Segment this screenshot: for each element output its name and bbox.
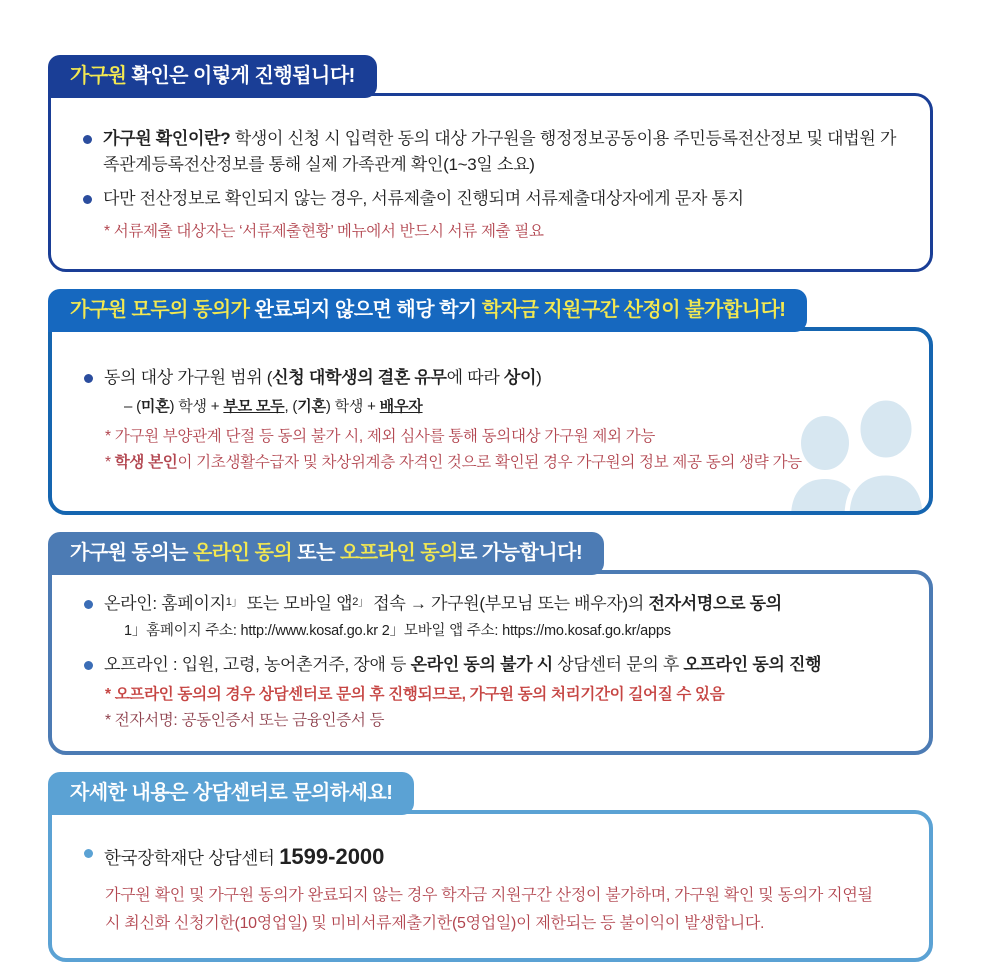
- note-basic-livelihood: * 학생 본인이 기초생활수급자 및 차상위계층 자격인 것으로 확인된 경우 가구원의 정보 제공 동의 생략 가능: [105, 454, 802, 472]
- section-household-check-header: [48, 55, 377, 98]
- section-contact-center-body: [48, 810, 933, 962]
- bullet-dot-icon: [83, 135, 92, 144]
- section-consent-methods: [48, 532, 933, 755]
- bullet-dot-icon: [84, 661, 93, 670]
- bullet-text: 다만 전산정보로 확인되지 않는 경우, 서류제출이 진행되며 서류제출대상자에게 문자 통지: [103, 189, 744, 208]
- bullet-text: 가구원 확인이란? 학생이 신청 시 입력한 동의 대상 가구원을 행정정보공동이용 주민등록전산정보 및 대법원 가족관계등록전산정보를 통해 실제 가족관계 확인(1~3일 소요): [103, 129, 897, 174]
- section-content: [84, 365, 899, 475]
- bullet-item: [83, 126, 900, 177]
- bullet-dot-icon: [83, 195, 92, 204]
- section-header-title: 가구원 확인은 이렇게 진행됩니다!: [70, 65, 355, 87]
- note-offline-processing: * 오프라인 동의의 경우 상담센터로 문의 후 진행되므로, 가구원 동의 처리기간이 길어질 수 있음: [105, 685, 725, 703]
- bullet-item: [84, 840, 899, 873]
- note-exclusion-review: * 가구원 부양관계 단절 등 동의 불가 시, 제외 심사를 통해 동의대상 가구원 제외 가능: [105, 428, 656, 445]
- section-consent-required-header: [48, 289, 807, 332]
- contact-phone-number: 한국장학재단 상담센터 1599-2000: [104, 843, 385, 869]
- section-consent-methods-body: [48, 570, 933, 755]
- section-header-title: 가구원 동의는 온라인 동의 또는 오프라인 동의로 가능합니다!: [70, 542, 583, 564]
- bullet-item: [83, 186, 900, 212]
- section-household-check-body: [48, 93, 933, 272]
- bullet-dot-icon: [84, 374, 93, 383]
- consent-scope-detail: – (미혼) 학생 + 부모 모두, (기혼) 학생 + 배우자: [124, 397, 423, 415]
- bullet-dot-icon: [84, 600, 93, 609]
- section-contact-center: [48, 772, 933, 962]
- section-contact-center-header: [48, 772, 414, 815]
- section-consent-required: [48, 289, 933, 515]
- bullet-item: [84, 365, 899, 391]
- section-consent-methods-header: [48, 532, 604, 575]
- bullet-item: [84, 591, 903, 617]
- note-document-submission: * 서류제출 대상자는 ‘서류제출현황’ 메뉴에서 반드시 서류 제출 필요: [104, 222, 544, 240]
- bullet-text-online: 온라인: 홈페이지$^{1」}$ 또는 모바일 앱$^{2」}$ 접속 → 가구원(부모님 또는 배우자)의 전자서명으로 동의: [104, 594, 782, 613]
- bullet-dot-icon: [84, 849, 93, 858]
- note-penalty-warning: 가구원 확인 및 가구원 동의가 완료되지 않는 경우 학자금 지원구간 산정이 불가하며, 가구원 확인 및 동의가 지연될 시 최신화 신청기한(10영업일) 및 미비서류제출기한(5영업일)이 제한되는 등 불이익이 발생합니다.: [105, 886, 873, 932]
- section-header-title: 자세한 내용은 상담센터로 문의하세요!: [70, 781, 393, 804]
- section-household-check: [48, 55, 933, 272]
- section-consent-required-body: [48, 327, 933, 515]
- section-header-title: 가구원 모두의 동의가 완료되지 않으면 해당 학기 학자금 지원구간 산정이 불가합니다!: [70, 299, 786, 321]
- bullet-text-offline: 오프라인 : 입원, 고령, 농어촌거주, 장애 등 온라인 동의 불가 시 상담센터 문의 후 오프라인 동의 진행: [104, 655, 822, 675]
- bullet-item: [84, 652, 903, 678]
- bullet-text: 동의 대상 가구원 범위 (신청 대학생의 결혼 유무에 따라 상이): [104, 368, 542, 387]
- note-digital-signature: * 전자서명: 공동인증서 또는 금융인증서 등: [105, 712, 385, 730]
- website-urls: 1」홈페이지 주소: http://www.kosaf.go.kr 2」모바일 앱 주소: https://mo.kosaf.go.kr/apps: [124, 622, 671, 639]
